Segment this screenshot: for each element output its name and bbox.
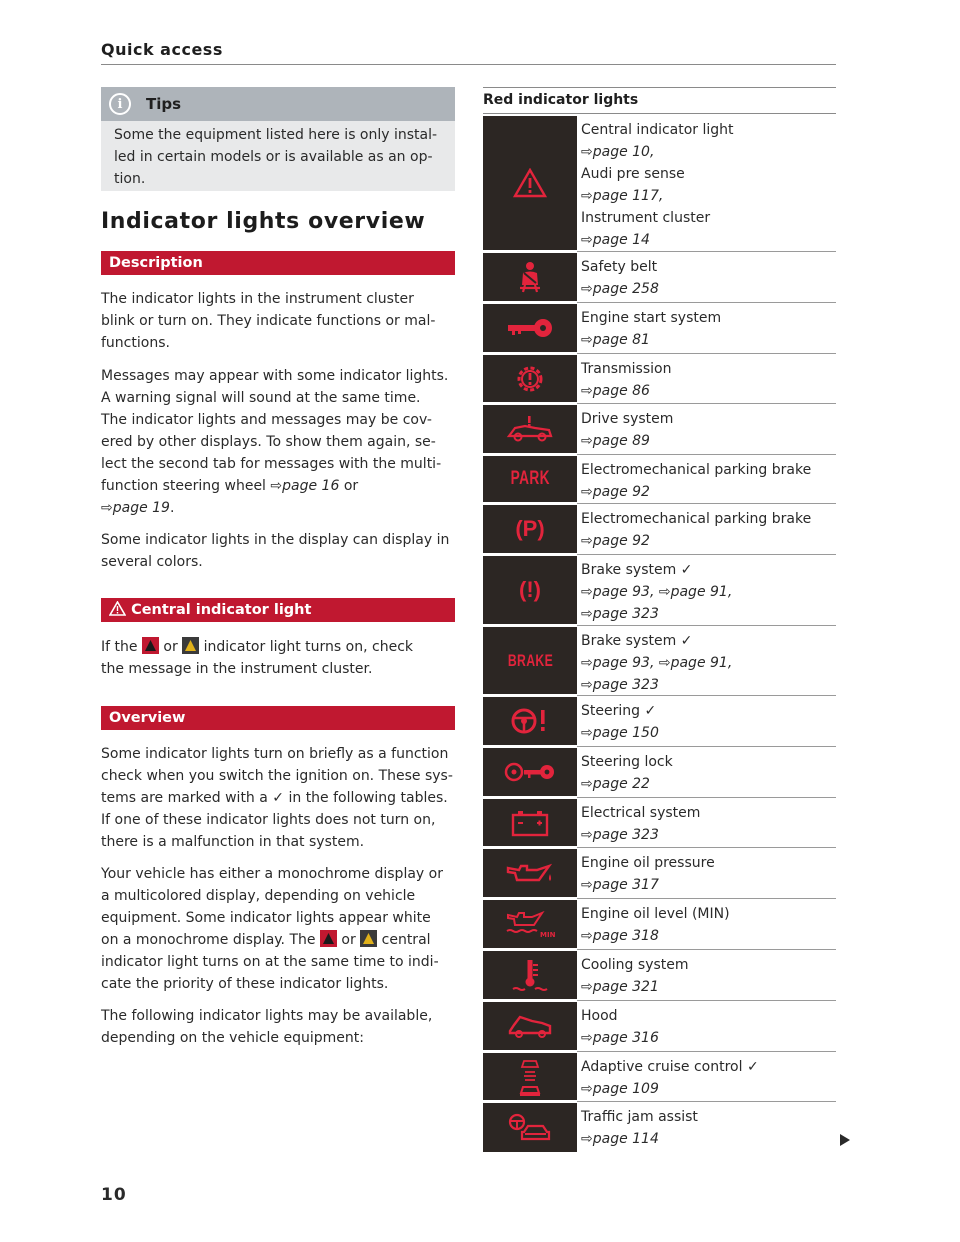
- brake-text-icon: [483, 627, 577, 694]
- table-row: [483, 951, 836, 999]
- text-line: a multicolored display, depending on vehicle: [101, 888, 416, 904]
- key-icon: [483, 304, 577, 352]
- indicator-label: Adaptive cruise control ✓: [581, 1059, 759, 1075]
- table-row: [483, 456, 836, 502]
- page-reference-link[interactable]: ⇨page 318: [581, 928, 659, 944]
- oil-level-min-icon: [483, 900, 577, 948]
- page-reference-link[interactable]: ⇨page 323: [581, 606, 659, 622]
- indicator-label: Engine start system: [581, 310, 722, 326]
- table-row: [483, 748, 836, 796]
- page-reference-link[interactable]: ⇨page 92: [581, 533, 650, 549]
- coolant-thermometer-icon: [483, 951, 577, 999]
- text-line: [101, 636, 461, 658]
- steering-wheel-warning-icon: [483, 697, 577, 745]
- page-title: Indicator lights overview: [101, 209, 426, 234]
- page-reference-link[interactable]: ⇨page 323: [581, 677, 659, 693]
- table-row-text: [581, 799, 836, 846]
- indicator-label: Drive system: [581, 411, 674, 427]
- next-page-arrow-icon[interactable]: [840, 1131, 850, 1150]
- text-line: functions.: [101, 335, 170, 351]
- row-divider: [577, 454, 836, 455]
- row-divider: [577, 302, 836, 303]
- text-line: [101, 787, 461, 809]
- tips-body: [101, 121, 455, 191]
- page-reference-link[interactable]: ⇨page 19: [101, 500, 170, 516]
- table-row: [483, 405, 836, 453]
- svg-text:MIN: MIN: [540, 931, 555, 939]
- warning-triangle-icon: [483, 116, 577, 250]
- indicator-label: Central indicator light: [581, 122, 734, 138]
- yellow-warning-icon: [182, 637, 199, 654]
- indicator-label: Brake system ✓: [581, 633, 693, 649]
- table-row-text: [581, 456, 836, 503]
- text-line: cate the priority of these indicator lights.: [101, 976, 389, 992]
- text-line: Messages may appear with some indicator lights.: [101, 368, 449, 384]
- table-row-text: [581, 355, 836, 402]
- parking-brake-circle-icon: [483, 505, 577, 553]
- row-divider: [577, 554, 836, 555]
- page-reference-link[interactable]: ⇨page 150: [581, 725, 659, 741]
- table-row: [483, 627, 836, 694]
- table-row-text: [581, 405, 836, 452]
- indicator-label: Transmission: [581, 361, 672, 377]
- text-line: Your vehicle has either a monochrome display or: [101, 866, 443, 882]
- indicator-label: Hood: [581, 1008, 618, 1024]
- text-line: [101, 497, 461, 519]
- steering-lock-icon: [483, 748, 577, 796]
- overview-paragraph-1: [101, 743, 461, 853]
- indicator-label: Electromechanical parking brake: [581, 462, 812, 478]
- indicator-label: Engine oil level (MIN): [581, 906, 730, 922]
- row-divider: [577, 403, 836, 404]
- section-header: Quick access: [101, 40, 223, 59]
- text-line: [101, 475, 461, 497]
- text-span: on a monochrome display. The: [101, 932, 320, 948]
- table-row-text: [581, 304, 836, 351]
- description-paragraph-3: [101, 529, 461, 573]
- table-row: [483, 1053, 836, 1100]
- text-line: check when you switch the ignition on. These sys-: [101, 768, 453, 784]
- table-row-text: [581, 951, 836, 998]
- row-divider: [577, 1000, 836, 1001]
- page-reference-link[interactable]: ⇨page 316: [581, 1030, 659, 1046]
- page-reference-link[interactable]: ⇨page 93, ⇨page 91,: [581, 655, 733, 671]
- text-span: or: [339, 478, 359, 494]
- check-icon: ✓: [272, 790, 285, 806]
- tips-line: Some the equipment listed here is only instal-: [114, 127, 438, 143]
- icon-text: (P): [515, 516, 545, 541]
- table-row: [483, 1103, 836, 1152]
- table-row-text: [581, 1002, 836, 1049]
- page-reference-link[interactable]: ⇨page 81: [581, 332, 650, 348]
- info-icon: i: [109, 93, 131, 115]
- table-row-text: [581, 505, 836, 552]
- traffic-jam-assist-icon: [483, 1103, 577, 1152]
- page-number: 10: [101, 1185, 127, 1205]
- adaptive-cruise-icon: [483, 1053, 577, 1100]
- text-span: If the: [101, 639, 142, 655]
- text-line: several colors.: [101, 554, 203, 570]
- page-reference-link[interactable]: ⇨page 317: [581, 877, 659, 893]
- row-divider: [577, 898, 836, 899]
- text-line: ered by other displays. To show them again, se-: [101, 434, 436, 450]
- table-row: [483, 556, 836, 624]
- central-indicator-heading-text: Central indicator light: [131, 602, 312, 618]
- text-line: the message in the instrument cluster.: [101, 661, 373, 677]
- text-line: The indicator lights in the instrument cluster: [101, 291, 414, 307]
- tips-line: tion.: [114, 171, 146, 187]
- text-span: function steering wheel: [101, 478, 271, 494]
- row-divider: [577, 746, 836, 747]
- text-line: equipment. Some indicator lights appear white: [101, 910, 431, 926]
- table-top-rule: [483, 87, 836, 88]
- warning-triangle-icon: [109, 601, 126, 616]
- table-row-text: [581, 627, 836, 696]
- drive-system-icon: [483, 405, 577, 453]
- indicator-label: Electrical system: [581, 805, 701, 821]
- table-row-text: [581, 748, 836, 795]
- row-divider: [577, 695, 836, 696]
- table-row-text: [581, 116, 836, 251]
- text-span: tems are marked with a: [101, 790, 273, 806]
- overview-paragraph-2: [101, 863, 461, 995]
- text-line: Some indicator lights in the display can display in: [101, 532, 450, 548]
- table-row: [483, 900, 836, 948]
- overview-paragraph-3: [101, 1005, 461, 1049]
- overview-heading: [101, 706, 455, 730]
- battery-icon: [483, 799, 577, 846]
- row-divider: [577, 847, 836, 848]
- table-row-text: [581, 900, 836, 947]
- text-span: indicator light turns on, check: [199, 639, 413, 655]
- page-reference-link[interactable]: ⇨page 109: [581, 1081, 659, 1097]
- page-reference-link[interactable]: ⇨page 93, ⇨page 91,: [581, 584, 733, 600]
- park-text-icon: [483, 456, 577, 502]
- table-row: [483, 304, 836, 352]
- table-row: [483, 1002, 836, 1050]
- indicator-label: Steering lock: [581, 754, 673, 770]
- page-reference-link[interactable]: ⇨page 10,: [581, 144, 655, 160]
- icon-text: BRAKE: [507, 650, 553, 670]
- icon-text: PARK: [510, 468, 550, 489]
- indicator-label: Instrument cluster: [581, 210, 711, 226]
- text-span: in the following tables.: [284, 790, 448, 806]
- text-line: blink or turn on. They indicate functions or mal-: [101, 313, 436, 329]
- page-reference-link[interactable]: ⇨page 22: [581, 776, 650, 792]
- row-divider: [577, 353, 836, 354]
- text-span: central: [377, 932, 431, 948]
- red-warning-icon: [142, 637, 159, 654]
- seat-belt-icon: [483, 253, 577, 301]
- hood-open-icon: [483, 1002, 577, 1050]
- table-row: [483, 355, 836, 402]
- table-row: [483, 116, 836, 250]
- table-title: Red indicator lights: [483, 92, 639, 108]
- table-row: [483, 799, 836, 846]
- page-reference-link[interactable]: ⇨page 86: [581, 383, 650, 399]
- table-title-rule: [483, 113, 836, 114]
- text-span: or: [158, 639, 183, 655]
- row-divider: [577, 949, 836, 950]
- table-row: [483, 697, 836, 745]
- table-row-text: [581, 1053, 836, 1100]
- brake-system-circle-icon: [483, 556, 577, 624]
- page-reference-link[interactable]: ⇨page 16: [270, 478, 340, 494]
- indicator-label: Brake system ✓: [581, 562, 693, 578]
- text-line: A warning signal will sound at the same time.: [101, 390, 421, 406]
- icon-text: (!): [519, 577, 541, 602]
- page-reference-link[interactable]: ⇨page 14: [581, 232, 650, 248]
- text-line: there is a malfunction in that system.: [101, 834, 365, 850]
- text-line: indicator light turns on at the same time to indi-: [101, 954, 439, 970]
- page-reference-link[interactable]: ⇨page 114: [581, 1131, 659, 1147]
- page-reference-link[interactable]: ⇨page 89: [581, 433, 650, 449]
- indicator-label: Engine oil pressure: [581, 855, 715, 871]
- table-row: [483, 849, 836, 897]
- row-divider: [577, 625, 836, 626]
- row-divider: [577, 797, 836, 798]
- indicator-label: Electromechanical parking brake: [581, 511, 812, 527]
- header-divider: [101, 64, 836, 65]
- page-reference-link[interactable]: ⇨page 258: [581, 281, 659, 297]
- text-span: .: [169, 500, 175, 516]
- row-divider: [577, 503, 836, 504]
- indicator-label: Audi pre sense: [581, 166, 685, 182]
- description-paragraph-2: [101, 365, 461, 519]
- table-row-text: [581, 697, 836, 744]
- transmission-gear-icon: [483, 355, 577, 402]
- row-divider: [577, 1051, 836, 1052]
- description-heading: [101, 251, 455, 275]
- indicator-label: Traffic jam assist: [581, 1109, 698, 1125]
- text-line: The indicator lights and messages may be cov-: [101, 412, 432, 428]
- text-line: If one of these indicator lights does not turn on,: [101, 812, 436, 828]
- description-heading-text: Description: [109, 255, 203, 271]
- row-divider: [577, 1101, 836, 1102]
- red-warning-icon: [320, 930, 337, 947]
- tips-header: [101, 87, 455, 121]
- table-row-text: [581, 556, 836, 625]
- central-indicator-paragraph: [101, 636, 461, 680]
- text-line: The following indicator lights may be available,: [101, 1008, 433, 1024]
- table-row: [483, 505, 836, 553]
- text-line: lect the second tab for messages with the multi-: [101, 456, 442, 472]
- indicator-label: Steering ✓: [581, 703, 657, 719]
- page-reference-link[interactable]: ⇨page 321: [581, 979, 659, 995]
- table-row-text: [581, 253, 836, 300]
- text-line: depending on the vehicle equipment:: [101, 1030, 364, 1046]
- yellow-warning-icon: [360, 930, 377, 947]
- oil-can-icon: [483, 849, 577, 897]
- overview-heading-text: Overview: [109, 710, 186, 726]
- tips-title: Tips: [146, 95, 182, 113]
- description-paragraph-1: [101, 288, 461, 354]
- table-row-text: [581, 849, 836, 896]
- text-span: or: [336, 932, 361, 948]
- text-line: Some indicator lights turn on briefly as a function: [101, 746, 449, 762]
- table-row: [483, 253, 836, 301]
- table-row-text: [581, 1103, 836, 1150]
- page-reference-link[interactable]: ⇨page 92: [581, 484, 650, 500]
- page-reference-link[interactable]: ⇨page 323: [581, 827, 659, 843]
- row-divider: [577, 251, 836, 252]
- indicator-label: Safety belt: [581, 259, 658, 275]
- indicator-label: Cooling system: [581, 957, 689, 973]
- text-line: [101, 929, 461, 951]
- page-reference-link[interactable]: ⇨page 117,: [581, 188, 664, 204]
- central-indicator-heading: [101, 598, 455, 622]
- tips-line: led in certain models or is available as an op-: [114, 149, 433, 165]
